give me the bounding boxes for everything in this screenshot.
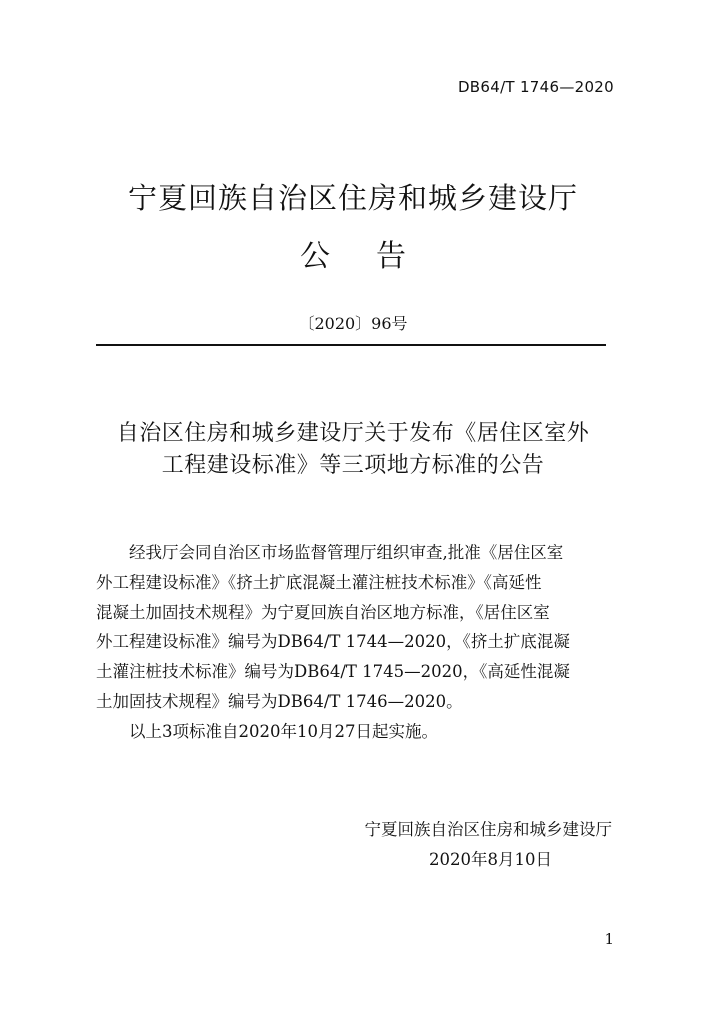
signature-organization: 宁夏回族自治区住房和城乡建设厅: [364, 820, 612, 839]
effective-date-line: 以上3项标准自2020年10月27日起实施。: [129, 721, 438, 741]
page-number: 1: [604, 930, 614, 948]
body-line: 外工程建设标准》《挤土扩底混凝土灌注桩技术标准》《高延性: [96, 572, 542, 592]
signature-block: [365, 815, 613, 875]
body-line: 经我厅会同自治区市场监督管理厅组织审查,批准《居住区室: [129, 543, 564, 562]
issuer-name: 宁夏回族自治区住房和城乡建设厅: [127, 181, 578, 215]
body-line: 混凝土加固技术规程》为宁夏回族自治区地方标准，《居住区室: [96, 602, 550, 622]
notice-title: 公告: [300, 239, 452, 274]
body-line: 土加固技术规程》编号为DB64/T 1746—2020。: [96, 691, 463, 711]
signature-date: 2020年8月10日: [429, 850, 552, 869]
header-divider: [96, 344, 606, 346]
body-line: 土灌注桩技术标准》编号为DB64/T 1745—2020，《高延性混凝: [96, 662, 570, 682]
announcement-body: [96, 538, 616, 747]
headline-line: 工程建设标准》等三项地方标准的公告: [161, 453, 545, 478]
headline-line: 自治区住房和城乡建设厅关于发布《居住区室外: [116, 421, 590, 446]
standard-code: DB64/T 1746—2020: [457, 78, 614, 96]
document-number: 〔2020〕96号: [298, 314, 408, 333]
announcement-headline: [0, 418, 706, 482]
body-line: 外工程建设标准》编号为DB64/T 1744—2020，《挤土扩底混凝: [96, 632, 570, 652]
